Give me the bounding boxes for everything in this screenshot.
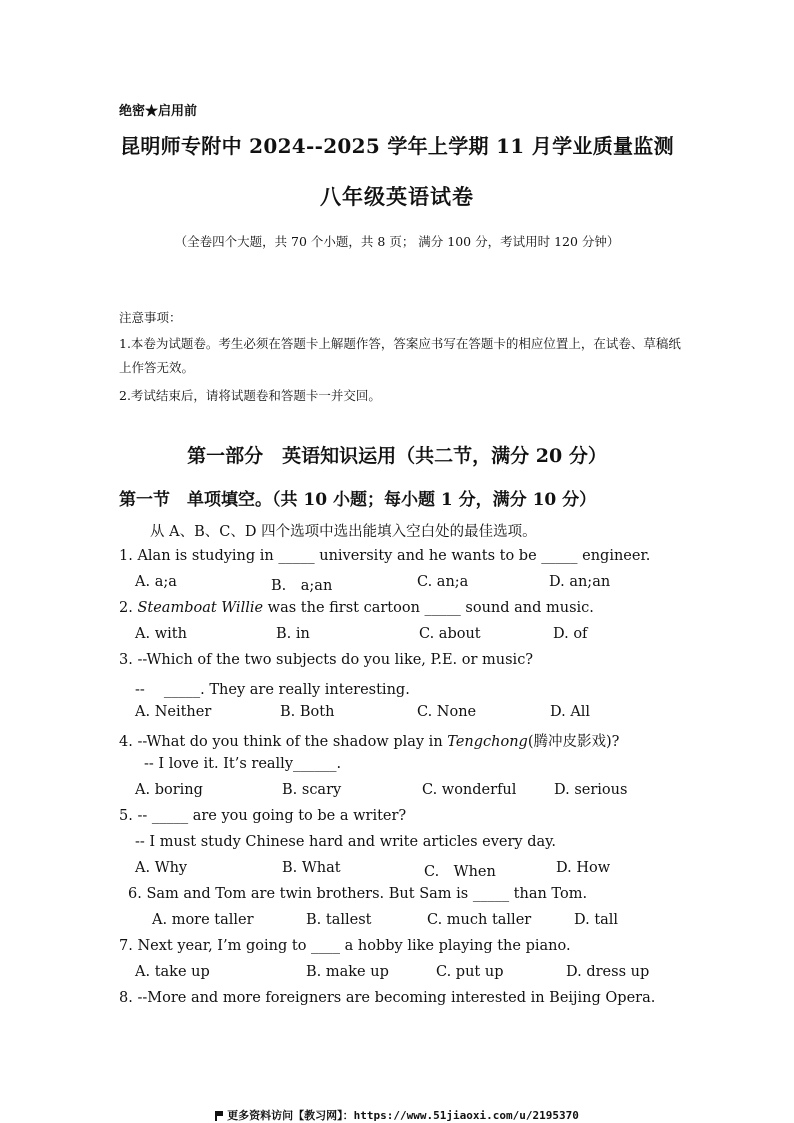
question-4-option-a: A. boring bbox=[135, 782, 203, 798]
question-1-option-c: C. an;a bbox=[417, 574, 469, 590]
question-7-option-d: D. dress up bbox=[566, 964, 650, 980]
question-3-answer-line: -- _____. They are really interesting. bbox=[135, 682, 410, 698]
question-2-stem bbox=[119, 600, 594, 616]
footer-text[interactable]: 更多资料访问【教习网】：https://www.51jiaoxi.com/u/2195370 bbox=[227, 1109, 579, 1122]
question-1-option-d: D. an;an bbox=[549, 574, 611, 590]
secret-label: 绝密★启用前 bbox=[119, 104, 198, 119]
notice-heading: 注意事项： bbox=[119, 310, 182, 325]
question-3-option-d: D. All bbox=[550, 704, 591, 720]
section-instruction: 从 A、B、C、D 四个选项中选出能填入空白处的最佳选项。 bbox=[150, 524, 537, 540]
question-4-post: (腾冲皮影戏)? bbox=[527, 734, 620, 750]
exam-title: 昆明师专附中 2024--2025 学年上学期 11 月学业质量监测 bbox=[120, 134, 674, 158]
question-6-option-c: C. much taller bbox=[427, 912, 532, 928]
question-5-option-c: C. When bbox=[424, 864, 496, 880]
question-2-rest: was the first cartoon _____ sound and music. bbox=[263, 600, 594, 616]
question-7-option-b: B. make up bbox=[306, 964, 389, 980]
question-6-option-a: A. more taller bbox=[152, 912, 254, 928]
question-2-option-c: C. about bbox=[419, 626, 481, 642]
notice-item-2: 2.考试结束后，请将试题卷和答题卡一并交回。 bbox=[119, 388, 381, 403]
notice-item-1: 1.本卷为试题卷。考生必须在答题卡上解题作答，答案应书写在答题卡的相应位置上，在试卷、草稿纸上作答无效。 bbox=[119, 336, 681, 375]
question-4-option-b: B. scary bbox=[282, 782, 342, 798]
question-2-option-d: D. of bbox=[553, 626, 588, 642]
question-6-stem: 6. Sam and Tom are twin brothers. But Sam is _____ than Tom. bbox=[128, 886, 588, 902]
question-6-option-b: B. tallest bbox=[306, 912, 372, 928]
question-4-pre: 4. --What do you think of the shadow play in bbox=[119, 734, 448, 750]
question-3-option-a: A. Neither bbox=[135, 704, 212, 720]
question-3-option-b: B. Both bbox=[280, 704, 335, 720]
question-2-option-a: A. with bbox=[135, 626, 187, 642]
question-2-number: 2. bbox=[119, 600, 133, 616]
question-3-stem: 3. --Which of the two subjects do you like, P.E. or music? bbox=[119, 652, 534, 668]
question-2-option-b: B. in bbox=[276, 626, 310, 642]
section-title: 第一节 单项填空。（共 10 小题；每小题 1 分，满分 10 分） bbox=[119, 490, 597, 510]
question-4-option-d: D. serious bbox=[554, 782, 628, 798]
question-6-option-d: D. tall bbox=[574, 912, 619, 928]
question-3-option-c: C. None bbox=[417, 704, 477, 720]
question-4-stem bbox=[119, 730, 619, 751]
question-5-option-a: A. Why bbox=[135, 860, 188, 876]
question-5-answer-line: -- I must study Chinese hard and write articles every day. bbox=[135, 834, 557, 850]
question-5-stem: 5. -- _____ are you going to be a writer? bbox=[119, 808, 407, 824]
question-1-option-b: B. a;an bbox=[271, 578, 333, 594]
question-5-option-d: D. How bbox=[556, 860, 611, 876]
footer-link[interactable] bbox=[0, 1107, 794, 1123]
question-1-option-a: A. a;a bbox=[135, 574, 177, 590]
question-7-option-c: C. put up bbox=[436, 964, 504, 980]
question-4-place: Tengchong bbox=[447, 734, 528, 750]
exam-note: （全卷四个大题，共 70 个小题，共 8 页； 满分 100 分，考试用时 120 分钟） bbox=[174, 234, 620, 249]
question-5-option-b: B. What bbox=[282, 860, 341, 876]
exam-subject: 八年级英语试卷 bbox=[320, 184, 474, 209]
question-1-stem: 1. Alan is studying in _____ university and he wants to be _____ engineer. bbox=[119, 548, 651, 564]
question-7-option-a: A. take up bbox=[135, 964, 210, 980]
question-4-option-c: C. wonderful bbox=[422, 782, 517, 798]
flag-icon bbox=[215, 1111, 223, 1120]
question-7-stem: 7. Next year, I’m going to ____ a hobby like playing the piano. bbox=[119, 938, 571, 954]
question-2-title: Steamboat Willie bbox=[137, 600, 264, 616]
question-4-answer-line: -- I love it. It’s really______. bbox=[144, 756, 342, 772]
question-8-stem: 8. --More and more foreigners are becoming interested in Beijing Opera. bbox=[119, 990, 656, 1006]
part-title: 第一部分 英语知识运用（共二节，满分 20 分） bbox=[187, 445, 607, 467]
